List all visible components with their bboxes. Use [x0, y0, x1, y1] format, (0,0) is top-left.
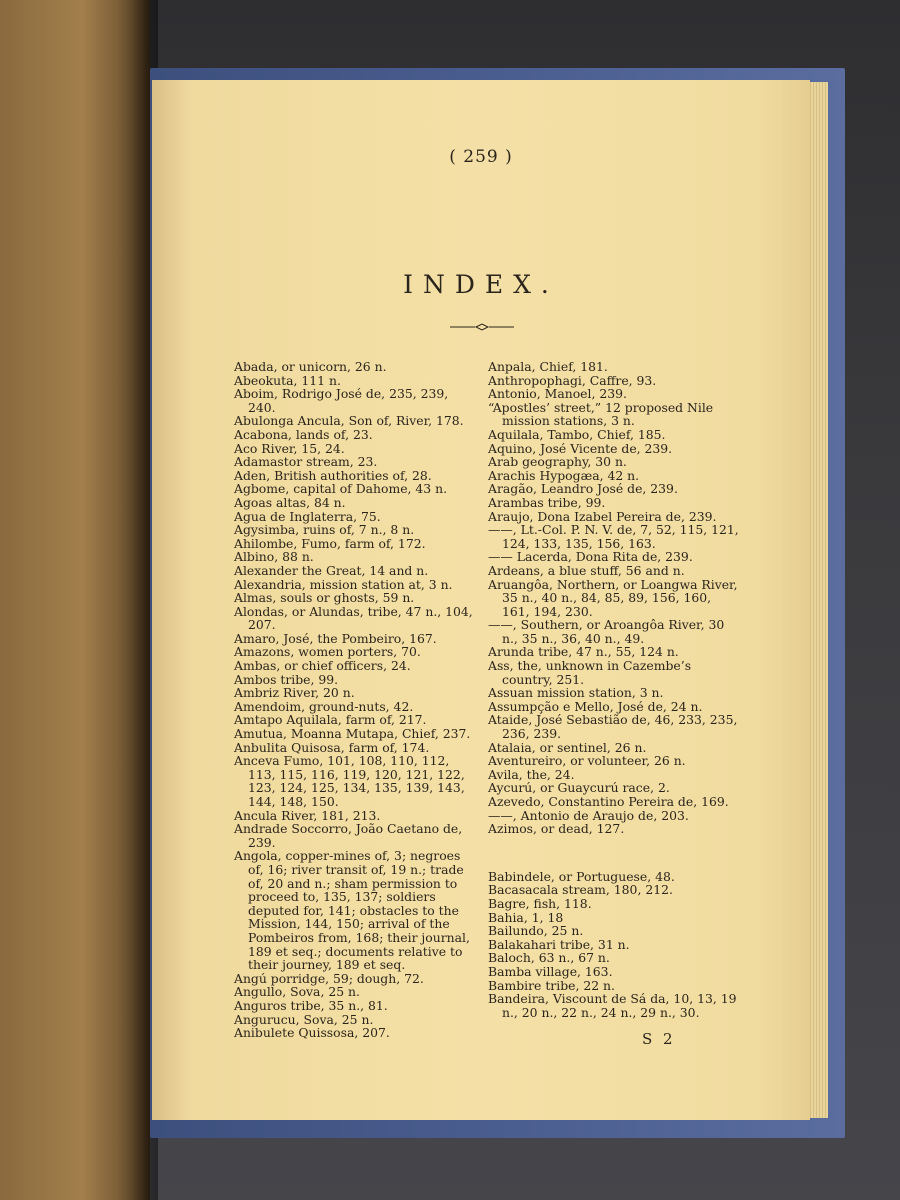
- index-entry: Ambriz River, 20 n.: [234, 685, 355, 701]
- index-entry: Aco River, 15, 24.: [234, 440, 345, 456]
- index-entry: ——, Lt.-Col. P. N. V. de, 7, 52, 115, 121, 124, 133, 135, 156, 163.: [488, 522, 739, 551]
- index-entry: Agua de Inglaterra, 75.: [234, 508, 381, 524]
- index-entry: Arab geography, 30 n.: [488, 454, 627, 470]
- index-entry: Avila, the, 24.: [488, 766, 575, 782]
- index-entry: Amaro, José, the Pombeiro, 167.: [234, 630, 437, 646]
- index-group-b: [488, 870, 740, 1020]
- index-column-left: [234, 360, 479, 1040]
- index-entry: Amazons, women porters, 70.: [234, 644, 421, 660]
- index-entry: Alondas, or Alundas, tribe, 47 n., 104, 207.: [234, 603, 473, 633]
- index-entry: ——, Southern, or Aroangôa River, 30 n., 35 n., 36, 40 n., 49.: [488, 617, 725, 646]
- index-entry: Balakahari tribe, 31 n.: [488, 936, 630, 952]
- index-entry: Aboim, Rodrigo José de, 235, 239, 240.: [234, 386, 449, 415]
- book-page: [152, 80, 810, 1120]
- index-entry: Bagre, fish, 118.: [488, 895, 592, 911]
- index-entry: Azimos, or dead, 127.: [488, 821, 625, 837]
- index-entry: Abada, or unicorn, 26 n.: [234, 359, 387, 374]
- index-entry: Anpala, Chief, 181.: [488, 359, 608, 374]
- index-entry: Antonio, Manoel, 239.: [488, 386, 627, 402]
- page-title: INDEX.: [403, 270, 559, 299]
- index-entry: Angullo, Sova, 25 n.: [234, 984, 360, 1000]
- index-entry: Aruangôa, Northern, or Loangwa River, 35 n., 40 n., 84, 85, 89, 156, 160, 161, 194, 230.: [488, 576, 738, 619]
- index-entry: Agbome, capital of Dahome, 43 n.: [234, 481, 448, 497]
- index-entry: Arunda tribe, 47 n., 55, 124 n.: [488, 644, 679, 660]
- index-entry: “Apostles’ street,” 12 proposed Nile mission stations, 3 n.: [488, 399, 714, 429]
- signature-mark: S 2: [642, 1030, 676, 1048]
- index-entry: Amtapo Aquilala, farm of, 217.: [234, 712, 427, 728]
- index-entry: Agoas altas, 84 n.: [234, 494, 346, 510]
- index-entry: Azevedo, Constantino Pereira de, 169.: [488, 794, 729, 809]
- index-entry: Anbulita Quisosa, farm of, 174.: [234, 739, 430, 755]
- index-entry: Ancula River, 181, 213.: [234, 807, 381, 823]
- page-number: ( 259 ): [449, 147, 513, 167]
- page-stack-edge: [808, 82, 828, 1118]
- index-entry: Bailundo, 25 n.: [488, 923, 584, 939]
- index-entry: Assumpção e Mello, José de, 24 n.: [488, 698, 703, 714]
- index-entry: Ass, the, unknown in Cazembe’s country, 251.: [488, 658, 692, 687]
- index-entry: Bandeira, Viscount de Sá da, 10, 13, 19 n., 20 n., 22 n., 24 n., 29 n., 30.: [488, 991, 737, 1020]
- index-entry: Ambas, or chief officers, 24.: [234, 658, 411, 674]
- index-entry: Alexandria, mission station at, 3 n.: [234, 576, 453, 592]
- index-entry: Ambos tribe, 99.: [234, 671, 339, 687]
- index-entry: Ataide, José Sebastião de, 46, 233, 235, 236, 239.: [488, 712, 738, 742]
- index-entry: Abulonga Ancula, Son of, River, 178.: [234, 413, 464, 429]
- index-entry: Alexander the Great, 14 and n.: [234, 562, 429, 578]
- index-entry: Amendoim, ground-nuts, 42.: [234, 698, 414, 714]
- index-entry: Bahia, 1, 18: [488, 909, 564, 925]
- index-entry: Aquilala, Tambo, Chief, 185.: [488, 426, 666, 442]
- index-entry: Bamba village, 163.: [488, 963, 613, 979]
- index-entry: Angú porridge, 59; dough, 72.: [234, 970, 424, 986]
- index-entry: Babindele, or Portuguese, 48.: [488, 868, 675, 884]
- index-entry: Aycurú, or Guaycurú race, 2.: [488, 780, 670, 796]
- index-entry: Amutua, Moanna Mutapa, Chief, 237.: [234, 726, 471, 742]
- index-entry: Adamastor stream, 23.: [234, 454, 378, 470]
- index-entry: Bacasacala stream, 180, 212.: [488, 882, 673, 898]
- index-entry: Araujo, Dona Izabel Pereira de, 239.: [488, 508, 717, 524]
- index-group-a: [488, 360, 740, 836]
- index-entry: Anguros tribe, 35 n., 81.: [234, 997, 388, 1013]
- index-entry: Baloch, 63 n., 67 n.: [488, 950, 610, 966]
- index-entry: Anibulete Quissosa, 207.: [234, 1025, 390, 1041]
- index-entry: Ahilombe, Fumo, farm of, 172.: [234, 535, 426, 551]
- index-entry: ——, Antonio de Araujo de, 203.: [488, 807, 689, 823]
- index-entry: Aragão, Leandro José de, 239.: [488, 481, 678, 497]
- index-entry: Anthropophagi, Caffre, 93.: [488, 372, 657, 388]
- index-entry: —— Lacerda, Dona Rita de, 239.: [488, 549, 693, 565]
- index-entry: Atalaia, or sentinel, 26 n.: [488, 739, 647, 755]
- index-entry: Andrade Soccorro, João Caetano de, 239.: [234, 821, 463, 850]
- index-entry: Arachis Hypogæa, 42 n.: [488, 467, 640, 483]
- index-entry: Agysimba, ruins of, 7 n., 8 n.: [234, 522, 415, 538]
- index-entry: Aden, British authorities of, 28.: [234, 467, 432, 483]
- index-entry: Albino, 88 n.: [234, 549, 314, 565]
- index-entry: Abeokuta, 111 n.: [234, 372, 341, 388]
- index-entry: Assuan mission station, 3 n.: [488, 685, 664, 701]
- index-entry: Aquino, José Vicente de, 239.: [488, 440, 673, 456]
- index-entry: Angola, copper-mines of, 3; negroes of, 16; river transit of, 19 n.; trade of, 20 and n.; sham permission to proceed to, 135, 137; soldiers deputed for, 141; obstacles to the Mission, 144, 150; arrival of the Pombeiros from, 168; their journal, 189 et seq.; documents relative to their journey, 189 et seq.: [234, 848, 470, 973]
- index-column-right: [488, 360, 740, 1019]
- section-gap: [488, 836, 740, 870]
- index-entry: Bambire tribe, 22 n.: [488, 977, 615, 993]
- index-entry: Ardeans, a blue stuff, 56 and n.: [488, 562, 685, 578]
- ornament-divider-icon: [450, 323, 514, 331]
- index-entry: Arambas tribe, 99.: [488, 494, 606, 510]
- index-entry: Acabona, lands of, 23.: [234, 426, 373, 442]
- index-entry: Angurucu, Sova, 25 n.: [234, 1011, 374, 1027]
- index-entry: Aventureiro, or volunteer, 26 n.: [488, 753, 686, 769]
- index-entry: Almas, souls or ghosts, 59 n.: [234, 590, 415, 606]
- index-entry: Anceva Fumo, 101, 108, 110, 112, 113, 115, 116, 119, 120, 121, 122, 123, 124, 125, 134, 135, 139, 143, 144, 148, 150.: [234, 753, 465, 809]
